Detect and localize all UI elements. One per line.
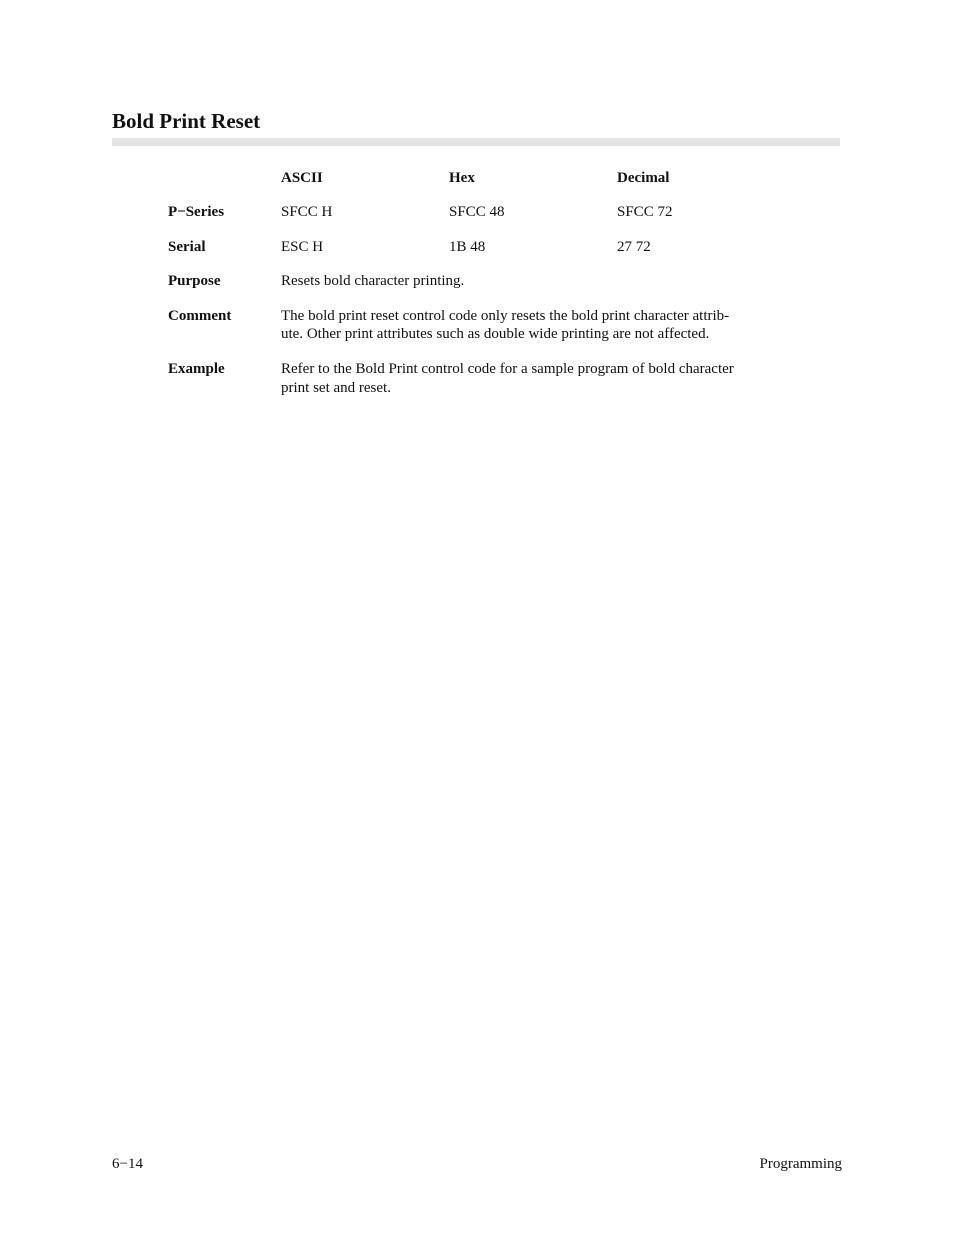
- example-label: Example: [168, 361, 225, 377]
- comment-line-1: The bold print reset control code only resets the bold print character attrib-: [281, 308, 730, 324]
- comment-line-2: ute. Other print attributes such as double wide printing are not affected.: [281, 326, 710, 342]
- title-rule: [112, 138, 840, 146]
- hex-value: SFCC 48: [449, 204, 505, 220]
- comment-label: Comment: [168, 308, 232, 324]
- header-ascii: ASCII: [281, 170, 323, 186]
- footer-section-name: Programming: [759, 1156, 842, 1172]
- page-number: 6−14: [112, 1156, 143, 1172]
- purpose-label: Purpose: [168, 273, 221, 289]
- decimal-value: 27 72: [617, 239, 651, 255]
- row-label: P−Series: [168, 204, 225, 220]
- row-label: Serial: [168, 239, 206, 255]
- decimal-value: SFCC 72: [617, 204, 673, 220]
- hex-value: 1B 48: [449, 239, 486, 255]
- header-hex: Hex: [449, 170, 475, 186]
- page-title: Bold Print Reset: [112, 109, 261, 133]
- purpose-text: Resets bold character printing.: [281, 273, 465, 289]
- example-line-1: Refer to the Bold Print control code for a sample program of bold character: [281, 361, 734, 377]
- example-line-2: print set and reset.: [281, 380, 391, 396]
- ascii-value: ESC H: [281, 239, 324, 255]
- header-decimal: Decimal: [617, 170, 670, 186]
- ascii-value: SFCC H: [281, 204, 333, 220]
